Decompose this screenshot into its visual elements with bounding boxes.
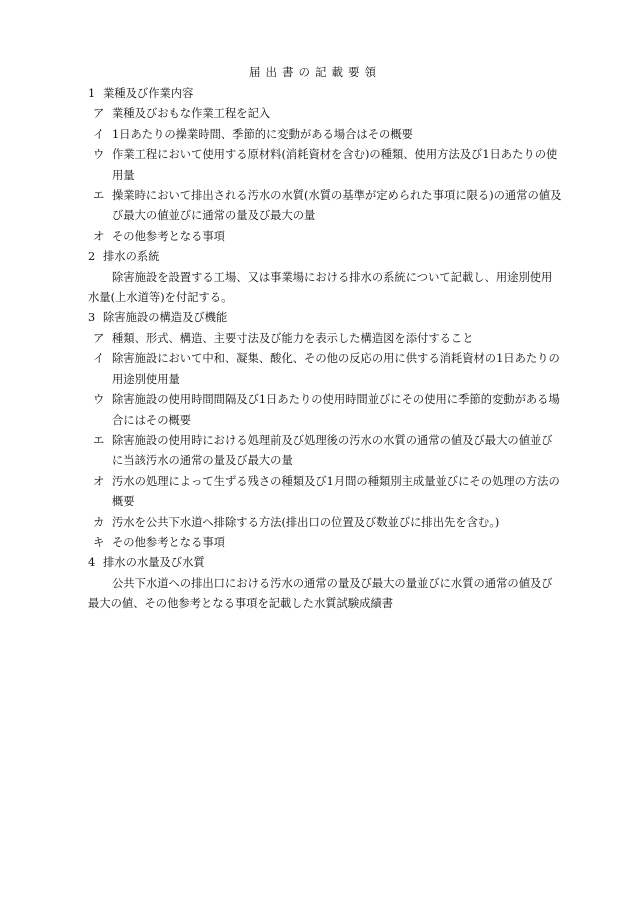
list-item xyxy=(88,431,563,472)
list-item xyxy=(88,472,563,513)
item-text: 種類、形式、構造、主要寸法及び能力を表示した構造図を添付すること xyxy=(112,331,474,345)
item-marker: カ xyxy=(93,515,105,529)
section-heading xyxy=(88,247,563,267)
list-item xyxy=(88,145,563,186)
item-marker: エ xyxy=(93,433,105,447)
section-4 xyxy=(88,553,563,614)
item-marker: イ xyxy=(93,352,105,366)
list-item xyxy=(88,125,563,145)
item-marker: ア xyxy=(93,331,105,345)
section-heading-text: 排水の系統 xyxy=(103,250,160,264)
section-number: 2 xyxy=(88,250,96,264)
item-marker: オ xyxy=(93,229,105,243)
section-number: 4 xyxy=(88,556,96,570)
item-text: 汚水の処理によって生ずる残さの種類及び1月間の種類別主成量並びにその処理の方法の概要 xyxy=(112,474,560,509)
section-number: 3 xyxy=(88,311,96,325)
section-3 xyxy=(88,308,563,553)
section-number: 1 xyxy=(88,87,96,100)
item-marker: ウ xyxy=(93,393,105,407)
item-marker: エ xyxy=(93,189,105,203)
list-item xyxy=(88,329,563,349)
item-text: 除害施設の使用時間間隔及び1日あたりの使用時間並びにその使用に季節的変動がある場合にはその概要 xyxy=(112,393,560,427)
list-item xyxy=(88,513,563,533)
section-heading-text: 除害施設の構造及び機能 xyxy=(103,311,228,325)
section-heading-text: 業種及び作業内容 xyxy=(103,87,194,100)
list-item xyxy=(88,227,563,247)
list-item xyxy=(88,533,563,553)
section-heading-text: 排水の水量及び水質 xyxy=(103,556,205,570)
item-marker: オ xyxy=(93,474,105,488)
item-marker: イ xyxy=(93,127,105,141)
item-marker: ウ xyxy=(93,148,105,162)
item-text: その他参考となる事項 xyxy=(112,535,225,549)
section-2 xyxy=(88,247,563,308)
item-text: その他参考となる事項 xyxy=(112,229,225,243)
list-item xyxy=(88,390,563,431)
document-title: 届出書の記載要領 xyxy=(249,65,381,79)
item-marker: キ xyxy=(93,535,105,549)
item-marker: ア xyxy=(93,107,105,121)
item-text: 1日あたりの操業時間、季節的に変動がある場合はその概要 xyxy=(112,127,413,141)
section-paragraph: 除害施設を設置する工場、又は事業場における排水の系統について記載し、用途別使用水量(上水道等)を付記する。 xyxy=(88,270,553,305)
list-item xyxy=(88,104,563,124)
section-1 xyxy=(88,84,563,247)
item-text: 操業時において排出される汚水の水質(水質の基準が定められた事項に限る)の通常の値及び最大の値並びに通常の量及び最大の量 xyxy=(112,189,562,223)
item-text: 作業工程において使用する原材料(消耗資材を含む)の種類、使用方法及び1日あたりの使用量 xyxy=(112,148,558,182)
item-text: 汚水を公共下水道へ排除する方法(排出口の位置及び数並びに排出先を含む。) xyxy=(112,515,500,529)
list-item xyxy=(88,186,563,227)
section-heading xyxy=(88,308,563,328)
section-heading xyxy=(88,553,563,573)
section-heading xyxy=(88,84,563,104)
item-text: 除害施設の使用時における処理前及び処理後の汚水の水質の通常の値及び最大の値並びに当該汚水の通常の量及び最大の量 xyxy=(112,433,553,468)
item-text: 除害施設において中和、凝集、酸化、その他の反応の用に供する消耗資材の1日あたりの用途別使用量 xyxy=(112,352,560,386)
item-text: 業種及びおもな作業工程を記入 xyxy=(112,107,271,121)
list-item xyxy=(88,349,563,390)
section-paragraph: 公共下水道への排出口における汚水の通常の量及び最大の量並びに水質の通常の値及び最大の値、その他参考となる事項を記載した水質試験成績書 xyxy=(88,576,553,611)
document-body xyxy=(88,84,563,615)
